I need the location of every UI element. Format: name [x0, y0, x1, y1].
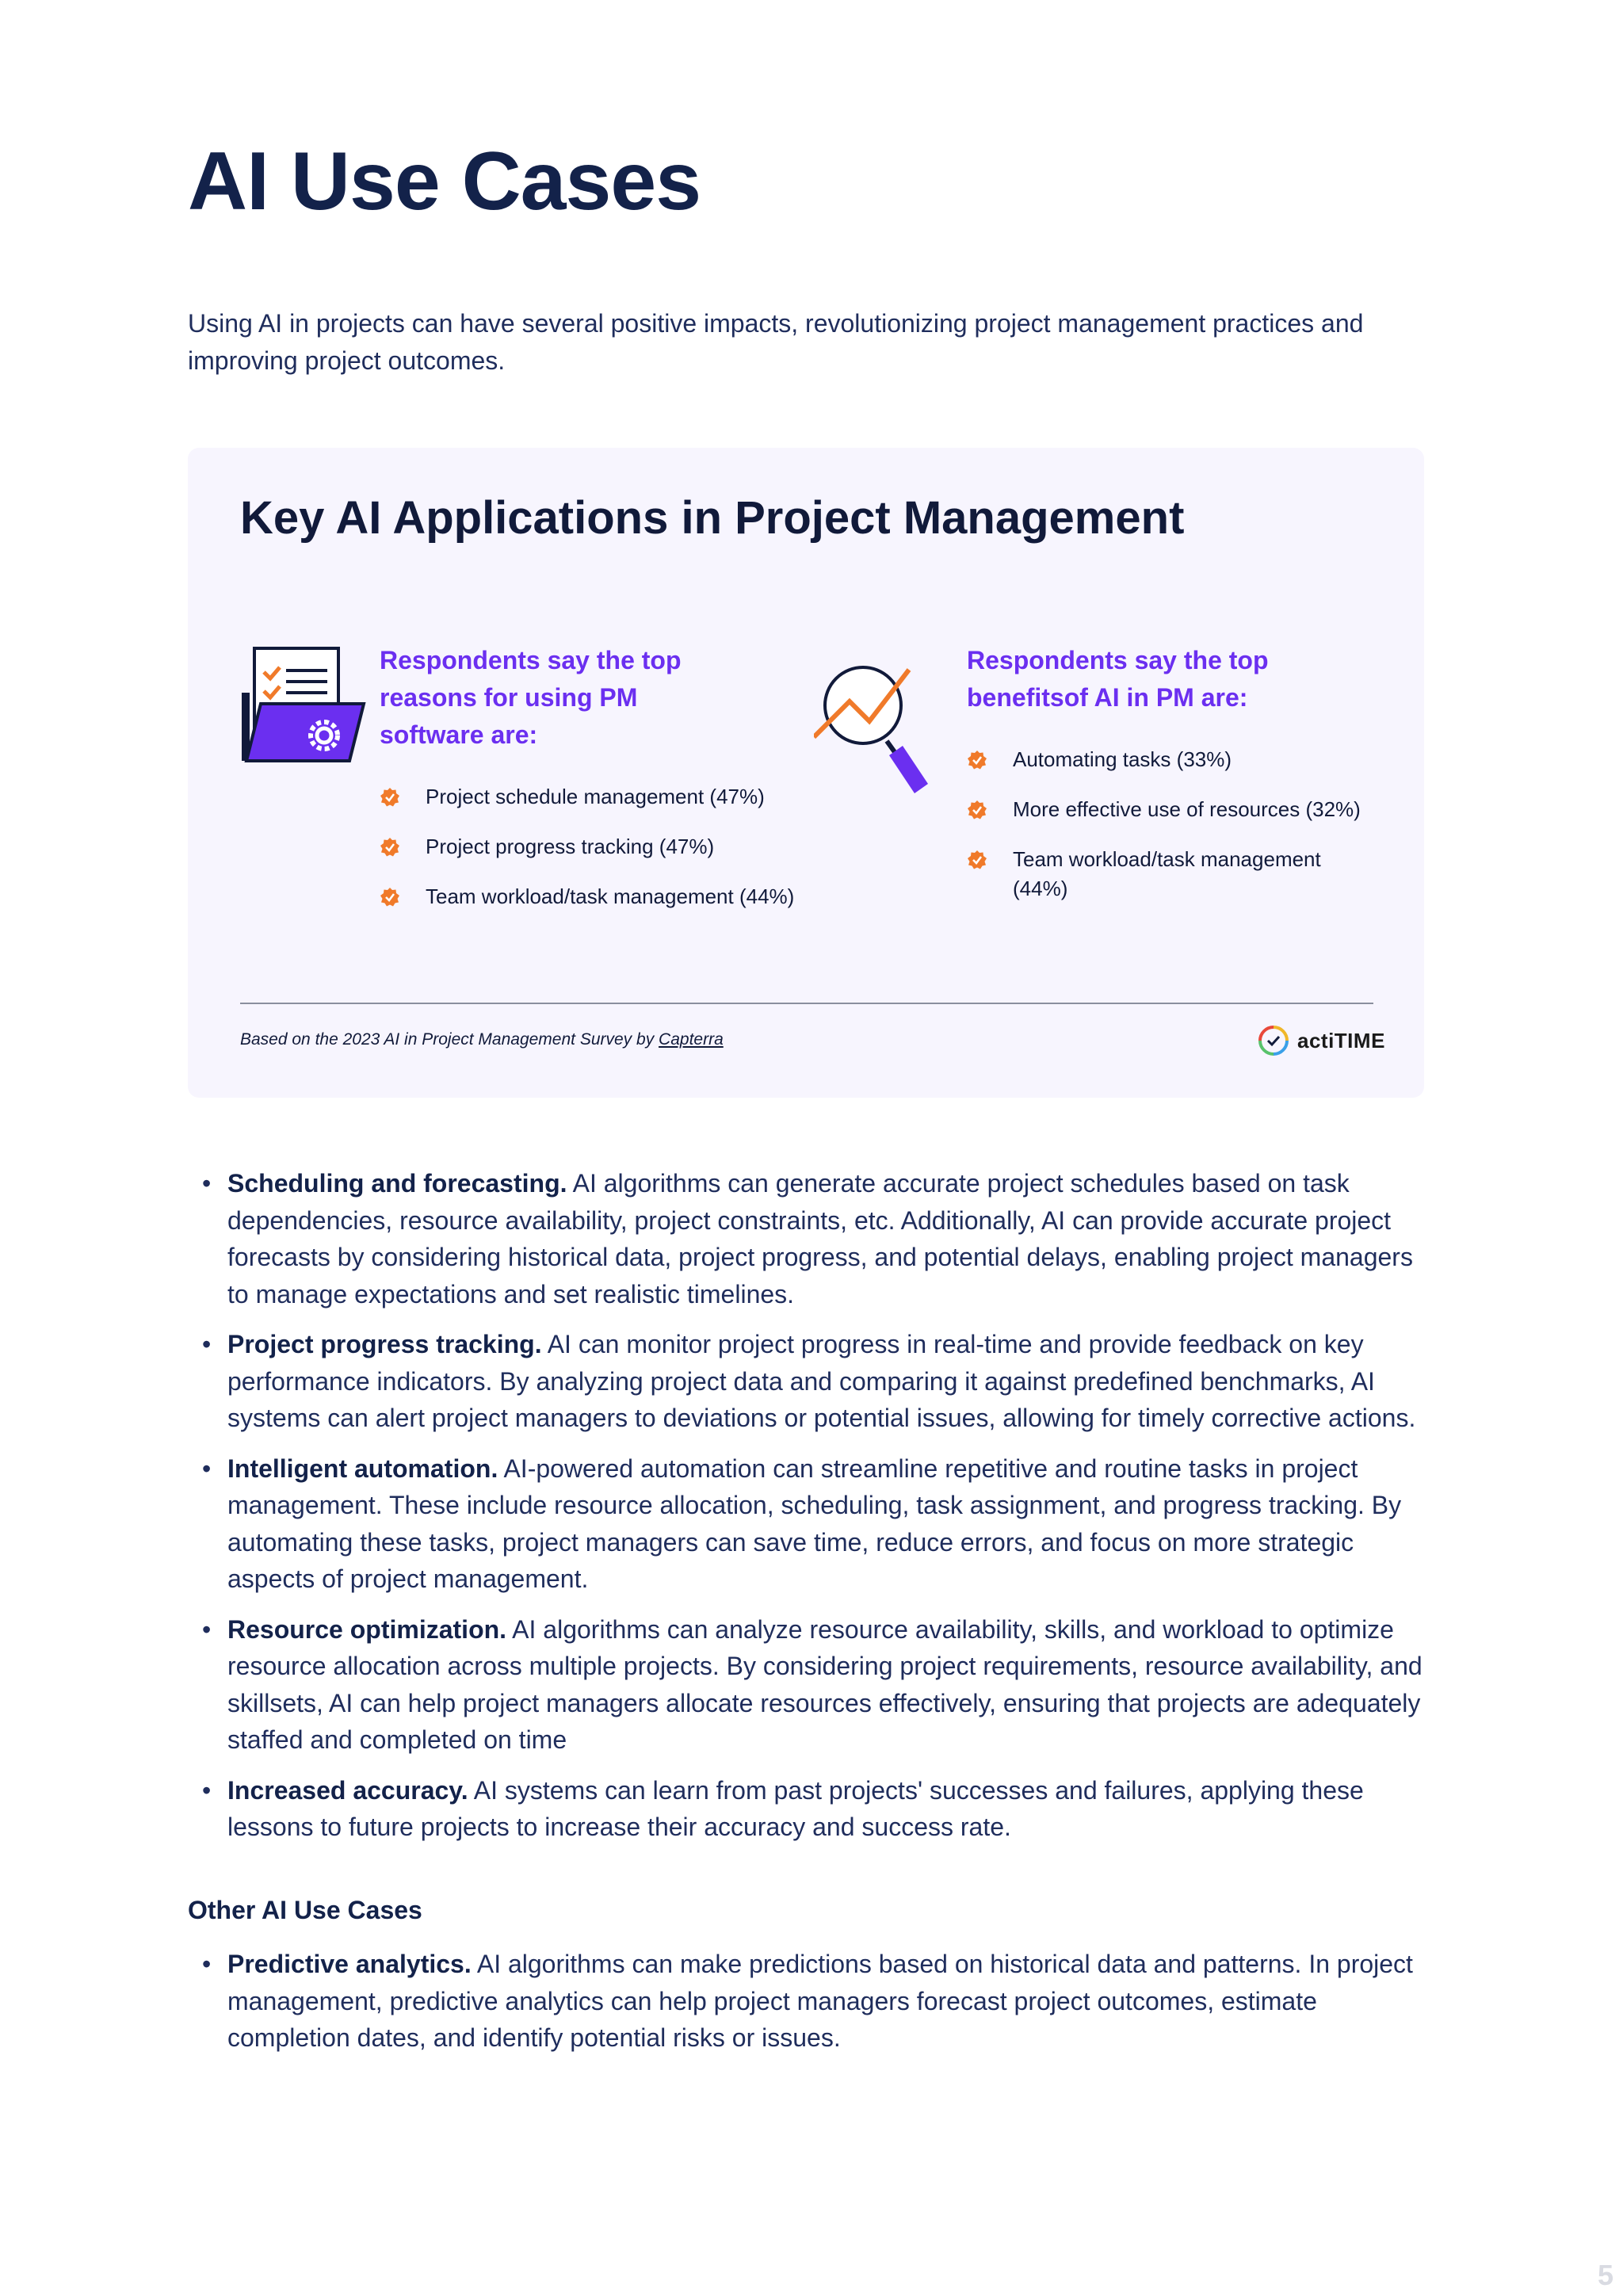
right-column-heading: Respondents say the top benefitsof AI in PM are:: [967, 646, 1269, 712]
list-item: [188, 1611, 1440, 1759]
card-divider: [240, 1003, 1373, 1004]
clock-logo-icon: [1258, 1025, 1289, 1056]
list-item: [188, 1946, 1440, 2057]
list-item: [188, 1772, 1440, 1846]
left-column-heading: Respondents say the top reasons for using PM software are:: [380, 646, 682, 749]
list-item: [380, 882, 823, 911]
other-use-cases-heading: Other AI Use Cases: [188, 1896, 422, 1924]
key-applications-card: [188, 448, 1424, 1098]
list-item: [967, 795, 1395, 824]
bullet-text: AI algorithms can analyze resource availability, skills, and workload to optimize resource allocation across multiple projects. By considering project requirements, resource availability, and skillsets, AI can help project managers allocate resources effectively, ensuring that projects are adequately staffed and completed on time: [227, 1614, 1423, 1754]
check-badge-icon: [967, 750, 987, 770]
checklist-folder-icon: [240, 642, 367, 769]
logo-text: actiTIME: [1297, 1028, 1385, 1052]
list-item-text: Team workload/task management (44%): [1013, 847, 1321, 900]
list-item: [188, 1165, 1440, 1312]
check-badge-icon: [967, 850, 987, 870]
bullet-title: Scheduling and forecasting.: [227, 1169, 567, 1198]
check-badge-icon: [967, 800, 987, 820]
list-item-text: Team workload/task management (44%): [426, 884, 795, 908]
list-item-text: More effective use of resources (32%): [1013, 797, 1361, 821]
bullet-title: Predictive analytics.: [227, 1950, 472, 1978]
list-item-text: Project progress tracking (47%): [426, 835, 715, 858]
list-item-text: Project schedule management (47%): [426, 785, 765, 808]
intro-paragraph: Using AI in projects can have several positive impacts, revolutionizing project management practices and improving project outcomes.: [188, 309, 1364, 375]
benefits-list: [967, 745, 1395, 924]
reasons-list: [380, 782, 823, 932]
page-title: AI Use Cases: [188, 136, 701, 227]
bullet-text: AI-powered automation can streamline repetitive and routine tasks in project management. These include resource allocation, scheduling, task assignment, and progress tracking. By automating these tasks, project managers can save time, reduce errors, and focus on more strategic aspects of project management.: [227, 1454, 1402, 1593]
check-badge-icon: [380, 887, 400, 907]
list-item: [380, 832, 823, 861]
page-number: 5: [1597, 2259, 1613, 2291]
list-item: [380, 782, 823, 812]
card-title: Key AI Applications in Project Management: [240, 492, 1185, 544]
list-item: [967, 845, 1346, 904]
list-item: [188, 1450, 1440, 1598]
source-prefix: Based on the 2023 AI in Project Management Survey by: [240, 1030, 659, 1049]
source-note: [240, 1030, 724, 1049]
bullet-text: AI algorithms can make predictions based on historical data and patterns. In project management, predictive analytics can help project managers forecast project outcomes, estimate completion dates, and identify potential risks or issues.: [227, 1950, 1413, 2052]
bullet-title: Intelligent automation.: [227, 1454, 498, 1483]
list-item-text: Automating tasks (33%): [1013, 747, 1232, 771]
bullet-title: Project progress tracking.: [227, 1330, 542, 1358]
bullet-text: AI can monitor project progress in real-time and provide feedback on key performance indicators. By analyzing project data and comparing it against predefined benchmarks, AI systems can alert project managers to deviations or potential issues, allowing for timely corrective actions.: [227, 1330, 1416, 1432]
magnifier-chart-icon: [814, 654, 933, 804]
check-badge-icon: [380, 787, 400, 808]
bullet-text: AI systems can learn from past projects' successes and failures, applying these lessons to future projects to increase their accuracy and success rate.: [227, 1775, 1364, 1841]
use-case-list: [188, 1165, 1440, 1859]
bullet-title: Increased accuracy.: [227, 1775, 468, 1805]
check-badge-icon: [380, 837, 400, 858]
list-item: [188, 1326, 1440, 1437]
bullet-text: AI algorithms can generate accurate project schedules based on task dependencies, resource availability, project constraints, etc. Additionally, AI can provide accurate project forecasts by considering historical data, project progress, and potential delays, enabling project managers to manage expectations and set realistic timelines.: [227, 1169, 1413, 1308]
other-use-case-list: [188, 1946, 1440, 2070]
bullet-title: Resource optimization.: [227, 1614, 507, 1644]
list-item: [967, 745, 1395, 774]
source-link[interactable]: Capterra: [659, 1030, 724, 1049]
actitime-logo: [1258, 1025, 1385, 1056]
